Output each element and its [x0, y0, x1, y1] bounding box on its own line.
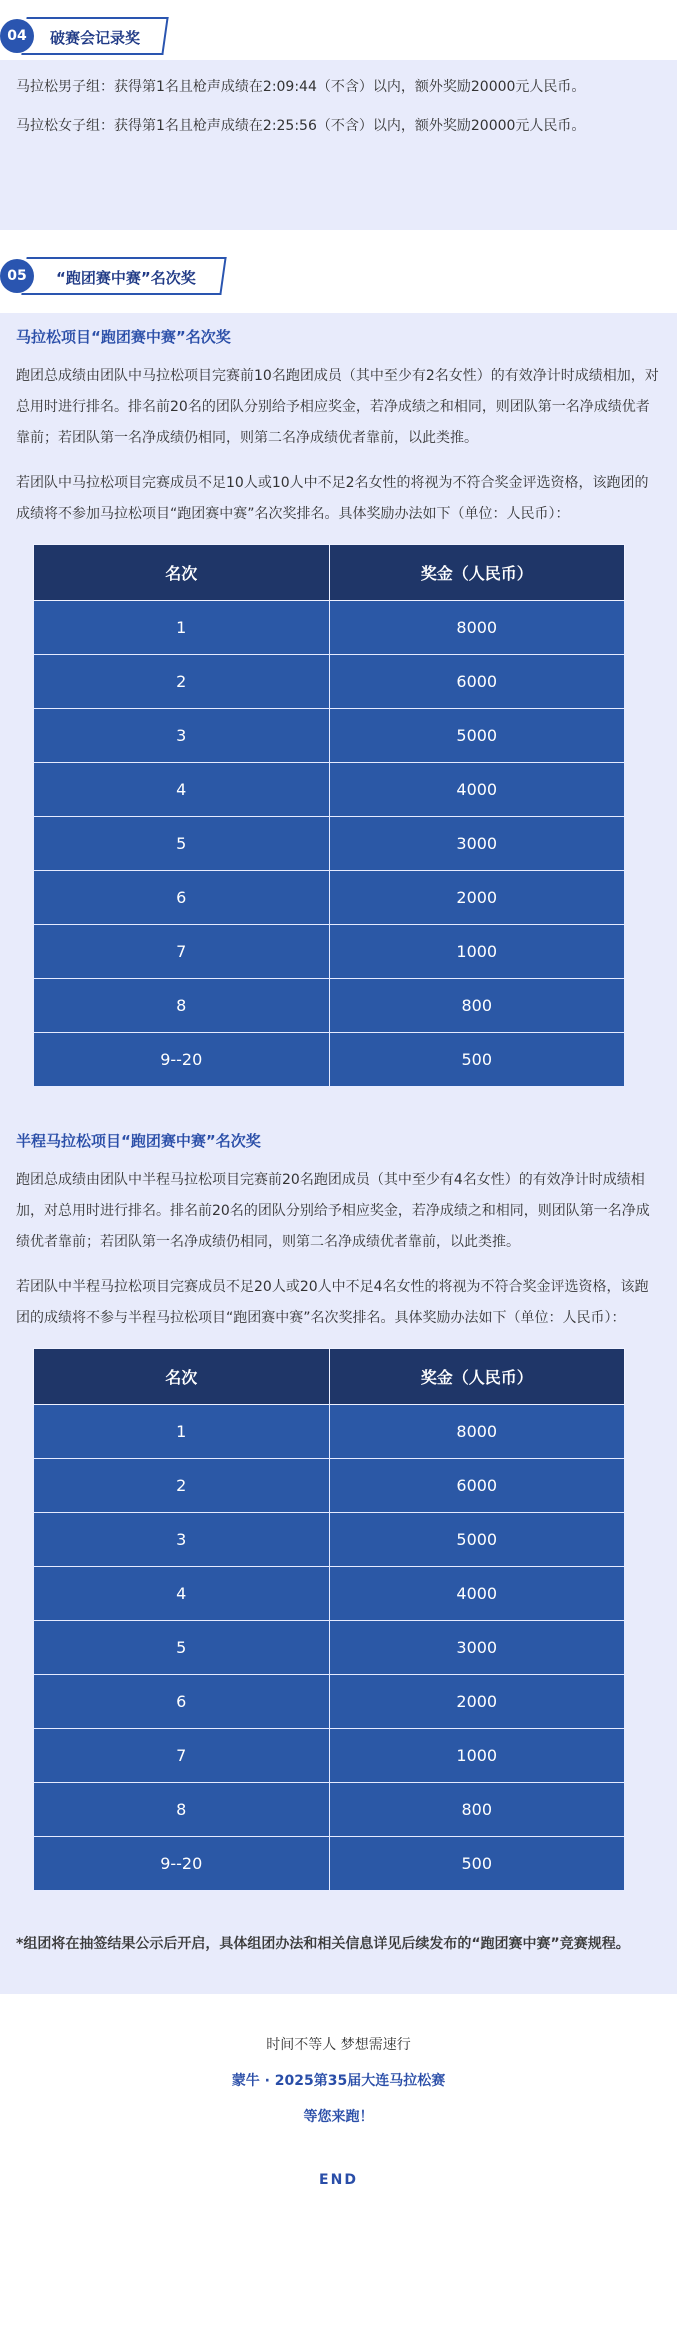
- section-04-badge: 04: [0, 19, 34, 53]
- table-row: [34, 763, 625, 817]
- section-05-badge: 05: [0, 259, 34, 293]
- prize-cell: 3000: [329, 817, 625, 871]
- rank-cell: 4: [34, 1567, 330, 1621]
- marathon-prize-table: [33, 544, 625, 1087]
- table-row: [34, 1783, 625, 1837]
- prize-cell: 6000: [329, 655, 625, 709]
- prize-cell: 2000: [329, 1675, 625, 1729]
- record-male: 马拉松男子组：获得第1名且枪声成绩在2:09:44（不含）以内，额外奖励20000元人民币。: [16, 79, 586, 95]
- prize-cell: 6000: [329, 1459, 625, 1513]
- table-header-row: [34, 545, 625, 601]
- record-female: 马拉松女子组：获得第1名且枪声成绩在2:25:56（不含）以内，额外奖励20000元人民币。: [16, 118, 586, 134]
- rank-cell: 8: [34, 979, 330, 1033]
- prize-cell: 800: [329, 979, 625, 1033]
- prize-cell: 5000: [329, 1513, 625, 1567]
- prize-cell: 800: [329, 1783, 625, 1837]
- prize-cell: 1000: [329, 1729, 625, 1783]
- rank-cell: 5: [34, 1621, 330, 1675]
- rank-cell: 4: [34, 763, 330, 817]
- prize-cell: 3000: [329, 1621, 625, 1675]
- table-row: [34, 1621, 625, 1675]
- rank-cell: 1: [34, 1405, 330, 1459]
- team-note: *组团将在抽签结果公示后开启，具体组团办法和相关信息详见后续发布的“跑团赛中赛”竞赛规程。: [16, 1936, 630, 1952]
- footer-slogan: 时间不等人 梦想需速行: [266, 2037, 411, 2053]
- prize-cell: 1000: [329, 925, 625, 979]
- rank-cell: 7: [34, 1729, 330, 1783]
- rank-cell: 5: [34, 817, 330, 871]
- footer-invite: 等您来跑！: [303, 2109, 374, 2125]
- marathon-subtitle: 马拉松项目“跑团赛中赛”名次奖: [16, 328, 231, 346]
- rank-cell: 1: [34, 601, 330, 655]
- section-05-body: [0, 313, 677, 1994]
- prize-cell: 4000: [329, 1567, 625, 1621]
- rank-cell: 6: [34, 1675, 330, 1729]
- table-row: [34, 1405, 625, 1459]
- prize-cell: 2000: [329, 871, 625, 925]
- header-rank: 名次: [34, 1349, 330, 1405]
- rank-cell: 9--20: [34, 1837, 330, 1891]
- half-prize-table: [33, 1348, 625, 1891]
- table-row: [34, 1459, 625, 1513]
- half-para-2: 若团队中半程马拉松项目完赛成员不足20人或20人中不足4名女性的将视为不符合奖金评选资格，该跑团的成绩将不参与半程马拉松项目“跑团赛中赛”名次奖排名。具体奖励办法如下（单位：人民币）：: [16, 1279, 649, 1326]
- footer: [0, 1994, 677, 2188]
- footer-event-name: 蒙牛 · 2025第35届大连马拉松赛: [231, 2073, 446, 2089]
- prize-cell: 4000: [329, 763, 625, 817]
- table-row: [34, 1513, 625, 1567]
- table-row: [34, 871, 625, 925]
- rank-cell: 2: [34, 655, 330, 709]
- half-subtitle: 半程马拉松项目“跑团赛中赛”名次奖: [16, 1132, 261, 1150]
- marathon-para-1: 跑团总成绩由团队中马拉松项目完赛前10名跑团成员（其中至少有2名女性）的有效净计时成绩相加，对总用时进行排名。排名前20名的团队分别给予相应奖金，若净成绩之和相同，则团队第一名净成绩优者靠前；若团队第一名净成绩仍相同，则第二名净成绩优者靠前，以此类推。: [16, 368, 659, 446]
- rank-cell: 8: [34, 1783, 330, 1837]
- table-row: [34, 1567, 625, 1621]
- footer-end: END: [319, 2172, 358, 2188]
- table-row: [34, 601, 625, 655]
- spacer: [0, 230, 677, 256]
- section-04-body: [0, 60, 677, 230]
- table-row: [34, 1675, 625, 1729]
- rank-cell: 6: [34, 871, 330, 925]
- table-row: [34, 709, 625, 763]
- table-row: [34, 1033, 625, 1087]
- half-para-1: 跑团总成绩由团队中半程马拉松项目完赛前20名跑团成员（其中至少有4名女性）的有效净计时成绩相加，对总用时进行排名。排名前20名的团队分别给予相应奖金，若净成绩之和相同，则团队第一名净成绩优者靠前；若团队第一名净成绩仍相同，则第二名净成绩优者靠前，以此类推。: [16, 1172, 650, 1250]
- table-row: [34, 1729, 625, 1783]
- table-header-row: [34, 1349, 625, 1405]
- prize-cell: 8000: [329, 601, 625, 655]
- prize-cell: 500: [329, 1033, 625, 1087]
- header-prize: 奖金（人民币）: [329, 545, 625, 601]
- section-05-title: “跑团赛中赛”名次奖: [56, 269, 196, 287]
- rank-cell: 2: [34, 1459, 330, 1513]
- prize-cell: 500: [329, 1837, 625, 1891]
- table-row: [34, 979, 625, 1033]
- table-row: [34, 925, 625, 979]
- rank-cell: 7: [34, 925, 330, 979]
- section-04-header: [0, 0, 677, 60]
- table-row: [34, 1837, 625, 1891]
- header-rank: 名次: [34, 545, 330, 601]
- table-row: [34, 655, 625, 709]
- marathon-para-2: 若团队中马拉松项目完赛成员不足10人或10人中不足2名女性的将视为不符合奖金评选资格，该跑团的成绩将不参加马拉松项目“跑团赛中赛”名次奖排名。具体奖励办法如下（单位：人民币）：: [16, 475, 649, 522]
- section-04-title: 破赛会记录奖: [50, 29, 141, 47]
- rank-cell: 9--20: [34, 1033, 330, 1087]
- header-prize: 奖金（人民币）: [329, 1349, 625, 1405]
- table-row: [34, 817, 625, 871]
- section-05-header: [0, 256, 677, 313]
- rank-cell: 3: [34, 1513, 330, 1567]
- prize-cell: 8000: [329, 1405, 625, 1459]
- rank-cell: 3: [34, 709, 330, 763]
- prize-cell: 5000: [329, 709, 625, 763]
